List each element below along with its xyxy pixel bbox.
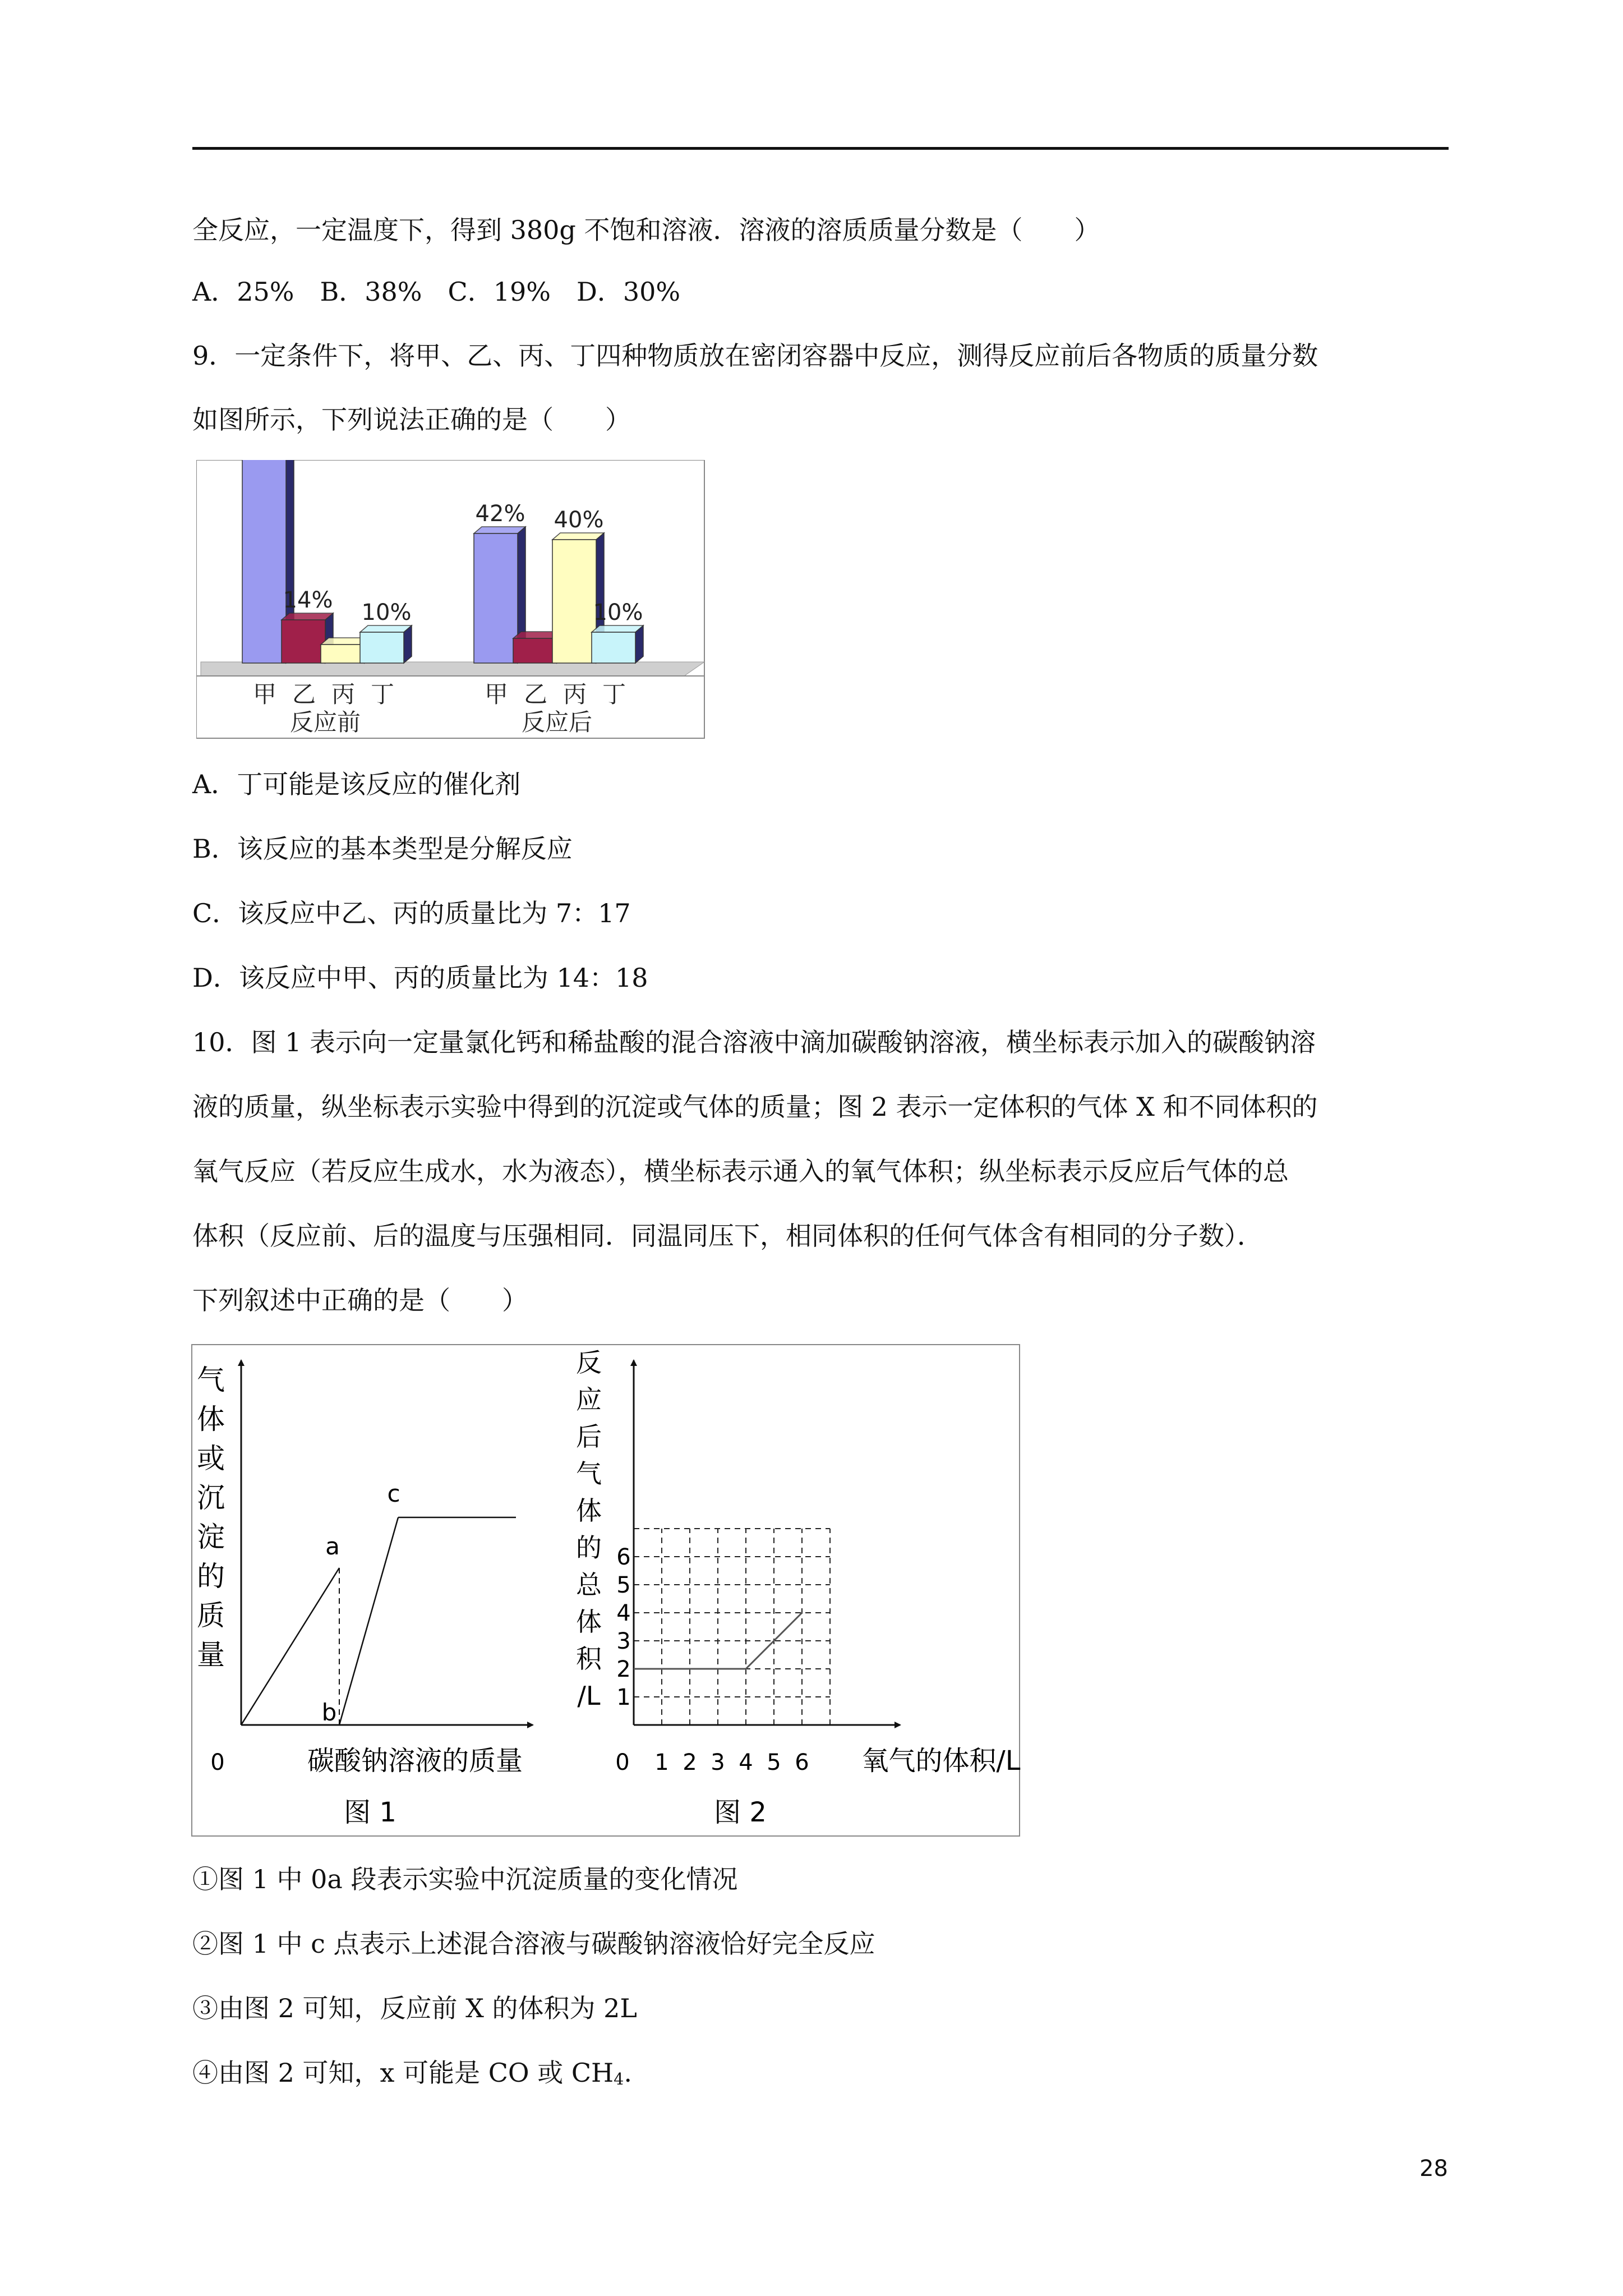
bar-category-label-1-1: 乙 <box>523 680 548 708</box>
fig1-ylabel-char-3: 沉 <box>197 1481 225 1514</box>
fig2-ylabel-char-6: 总 <box>576 1570 602 1600</box>
option-b: B．该反应的基本类型是分解反应 <box>192 834 573 864</box>
bar-category-label-0-1: 乙 <box>292 680 316 708</box>
bar-0-2 <box>321 645 365 663</box>
bar-1-1 <box>513 638 557 663</box>
option-a: A．丁可能是该反应的催化剂 <box>192 769 521 799</box>
fig2-ylabel-char-4: 体 <box>576 1496 602 1526</box>
bar-data-label-1-2: 10% <box>593 600 643 625</box>
fig2-x-tick-5: 5 <box>767 1750 781 1775</box>
bar-top-0-3 <box>360 625 412 632</box>
bar-0-0 <box>242 460 286 663</box>
question-10-line-3: 氧气反应（若反应生成水，水为液态），横坐标表示通入的氧气体积；纵坐标表示反应后气体的总 <box>192 1156 1289 1186</box>
bar-category-label-1-3: 丁 <box>602 680 626 708</box>
fig1-ylabel-char-6: 质 <box>197 1599 225 1632</box>
bar-data-label-0-1: 14% <box>283 587 333 613</box>
bar-top-1-2 <box>552 533 604 540</box>
fig2-x-tick-0: 0 <box>615 1750 630 1775</box>
option-d: D．该反应中甲、丙的质量比为 14：18 <box>192 963 648 993</box>
fig2-y-tick-4: 5 <box>616 1572 631 1598</box>
bar-data-label-0-2: 10% <box>361 600 412 625</box>
question-10-line-4: 体积（反应前、后的温度与压强相同．同温同压下，相同体积的任何气体含有相同的分子数）． <box>192 1221 1263 1251</box>
fig1-ylabel-char-5: 的 <box>197 1560 225 1593</box>
bar-chart-figure <box>196 460 712 740</box>
fig1-point-c-label: c <box>387 1480 400 1507</box>
bar-top-0-1 <box>282 613 333 620</box>
fig1-origin-label: 0 <box>210 1750 225 1775</box>
bar-top-1-3 <box>592 625 643 632</box>
statement-3: ③由图 2 可知，反应前 X 的体积为 2L <box>192 1993 637 2023</box>
fig1-ylabel-char-2: 或 <box>197 1442 225 1475</box>
statement-4: ④由图 2 可知，x 可能是 CO 或 $CH_4$. <box>192 2058 632 2089</box>
fig1-ylabel-char-4: 淀 <box>197 1521 225 1553</box>
bar-category-label-0-2: 丙 <box>331 680 356 708</box>
fig2-ylabel-char-1: 应 <box>576 1384 602 1415</box>
question-9-stem-line-2: 如图所示，下列说法正确的是（ ） <box>192 404 631 435</box>
bar-chart-floor <box>201 662 704 676</box>
fig2-ylabel-char-0: 反 <box>576 1347 602 1378</box>
line-charts-figure <box>191 1343 1021 1837</box>
fig2-x-tick-1: 1 <box>654 1750 669 1775</box>
bar-1-2 <box>552 540 596 663</box>
bar-data-label-1-1: 40% <box>554 507 604 533</box>
fig2-y-tick-2: 3 <box>616 1628 631 1654</box>
option-c: C．该反应中乙、丙的质量比为 7：17 <box>192 898 631 928</box>
fig2-x-tick-6: 6 <box>795 1750 809 1775</box>
bar-1-3 <box>592 632 635 663</box>
fig2-y-tick-5: 6 <box>616 1544 631 1570</box>
fig2-y-tick-3: 4 <box>616 1600 631 1626</box>
fig2-x-tick-4: 4 <box>739 1750 753 1775</box>
bar-0-1 <box>282 620 325 663</box>
fig2-y-tick-1: 2 <box>616 1657 631 1682</box>
line-charts <box>191 1343 1021 1837</box>
fig2-ylabel-char-3: 气 <box>576 1458 602 1489</box>
fig2-ylabel-char-5: 的 <box>576 1533 602 1563</box>
fig2-x-tick-2: 2 <box>683 1750 697 1775</box>
fig1-point-b-label: b <box>321 1699 337 1726</box>
bar-group-label-0: 反应前 <box>289 708 361 736</box>
question-9-stem-line-1: 9．一定条件下，将甲、乙、丙、丁四种物质放在密闭容器中反应，测得反应前后各物质的质量分数 <box>192 341 1318 371</box>
question-10-line-2: 液的质量，纵坐标表示实验中得到的沉淀或气体的质量；图 2 表示一定体积的气体 X 和不同体积的 <box>192 1092 1318 1122</box>
fig2-title: 图 2 <box>714 1797 767 1828</box>
bar-category-label-0-0: 甲 <box>252 680 277 708</box>
fig1-ylabel-char-0: 气 <box>197 1364 225 1396</box>
fig2-ylabel-char-7: 体 <box>576 1607 602 1637</box>
question-10-line-5: 下列叙述中正确的是（ ） <box>192 1285 528 1315</box>
bar-data-label-1-0: 42% <box>475 501 525 527</box>
fig2-ylabel-char-8: 积 <box>576 1644 602 1674</box>
fig1-ylabel-char-1: 体 <box>197 1403 225 1435</box>
bar-category-label-1-2: 丙 <box>562 680 587 708</box>
fig1-ylabel-char-7: 量 <box>197 1639 225 1671</box>
bar-category-label-1-0: 甲 <box>484 680 509 708</box>
statement-1: ①图 1 中 0a 段表示实验中沉淀质量的变化情况 <box>192 1864 738 1894</box>
page-number: 28 <box>1419 2156 1448 2182</box>
header-rule <box>192 147 1449 150</box>
bar-category-label-0-3: 丁 <box>370 680 395 708</box>
bar-chart <box>196 460 712 740</box>
fig1-xlabel: 碳酸钠溶液的质量 <box>307 1745 523 1777</box>
fig2-ylabel-char-2: 后 <box>576 1421 602 1452</box>
bar-1-0 <box>474 533 518 663</box>
fig2-x-tick-3: 3 <box>711 1750 725 1775</box>
question-8-continuation: 全反应，一定温度下，得到 380g 不饱和溶液．溶液的溶质质量分数是（ ） <box>192 215 1100 245</box>
fig1-point-a-label: a <box>325 1533 340 1560</box>
bar-group-label-1: 反应后 <box>521 708 593 736</box>
question-10-line-1: 10．图 1 表示向一定量氯化钙和稀盐酸的混合溶液中滴加碳酸钠溶液，横坐标表示加入的碳酸钠溶 <box>192 1027 1316 1057</box>
bar-top-1-0 <box>474 527 525 533</box>
fig2-xlabel: 氧气的体积/L <box>861 1745 1021 1777</box>
fig2-y-tick-0: 1 <box>616 1685 631 1710</box>
fig1-title: 图 1 <box>344 1797 396 1828</box>
statement-2: ②图 1 中 c 点表示上述混合溶液与碳酸钠溶液恰好完全反应 <box>192 1929 875 1959</box>
bar-0-3 <box>360 632 404 663</box>
question-8-options: A．25% B．38% C．19% D．30% <box>192 277 681 307</box>
fig2-ylabel-char-9: /L <box>577 1681 601 1711</box>
